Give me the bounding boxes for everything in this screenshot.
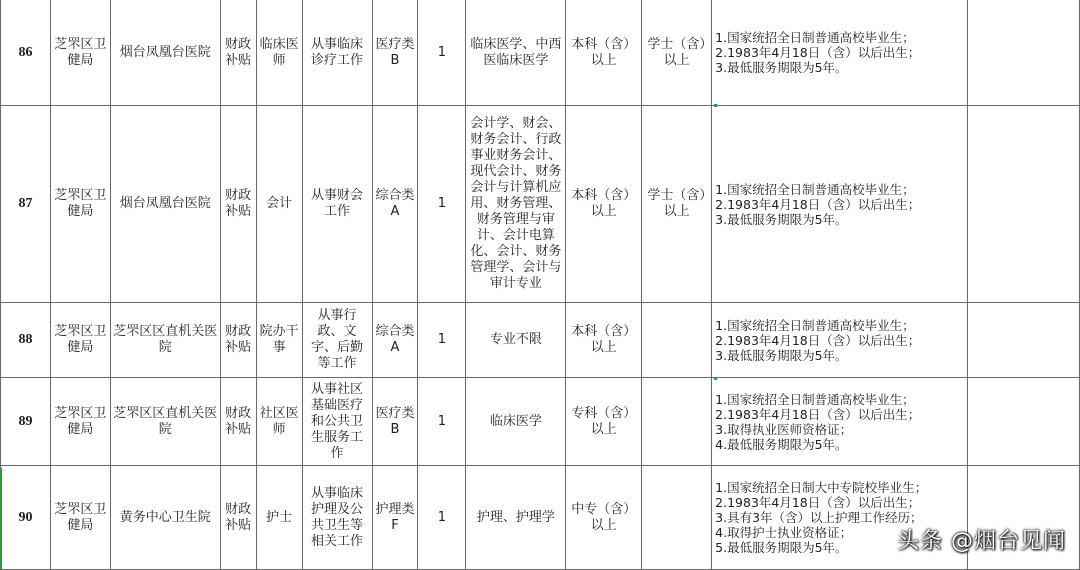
- department-cell: 芝罘区卫健局: [50, 0, 110, 106]
- major-cell: 会计学、财会、财务会计、行政事业财务会计、现代会计、财务会计与计算机应用、财务管理、财务管理与审计、会计电算化、会计、财务管理学、会计与审计专业: [466, 106, 566, 303]
- requirement-line: 3.最低服务期限为5年。: [715, 60, 848, 75]
- requirement-line: 2.1983年4月18日（含）以后出生；: [715, 196, 921, 212]
- requirement-line: 3.最低服务期限为5年。: [715, 211, 848, 227]
- requirement-line: 2.1983年4月18日（含）以后出生；: [715, 332, 921, 348]
- remarks-cell: [968, 0, 1080, 106]
- row-number-cell: 86: [1, 0, 51, 106]
- degree-cell: 学士（含）以上: [642, 0, 712, 106]
- requirement-line: 1.国家统招全日制大中专院校毕业生；: [715, 480, 928, 495]
- requirement-line: 3.最低服务期限为5年。: [715, 347, 848, 363]
- position-cell: 护士: [256, 466, 302, 570]
- duty-cell: 从事临床诊疗工作: [302, 0, 372, 106]
- unit-cell: 黄务中心卫生院: [110, 466, 220, 570]
- table-row: [1, 378, 1080, 466]
- row-number-cell: 87: [1, 106, 51, 303]
- major-cell: 临床医学、中西医临床医学: [466, 0, 566, 106]
- position-cell: 会计: [256, 106, 302, 303]
- table-row: [1, 106, 1080, 303]
- requirement-line: 1.国家统招全日制普通高校毕业生；: [715, 391, 915, 407]
- left-edge-marker: [0, 468, 2, 569]
- funding-cell: 财政补贴: [220, 378, 256, 466]
- requirement-line: 4.最低服务期限为5年。: [715, 436, 848, 452]
- position-cell: 临床医师: [256, 0, 302, 106]
- count-cell: 1: [418, 0, 466, 106]
- requirements-cell: [712, 0, 968, 106]
- education-cell: 专科（含）以上: [566, 378, 642, 466]
- degree-cell: 学士（含）以上: [642, 106, 712, 303]
- remarks-cell: [968, 106, 1080, 303]
- department-cell: 芝罘区卫健局: [50, 106, 110, 303]
- requirement-line: 2.1983年4月18日（含）以后出生；: [715, 406, 921, 422]
- table-row: [1, 0, 1080, 106]
- department-cell: 芝罘区卫健局: [50, 466, 110, 570]
- major-cell: 护理、护理学: [466, 466, 566, 570]
- count-cell: 1: [418, 106, 466, 303]
- education-cell: 本科（含）以上: [566, 0, 642, 106]
- count-cell: 1: [418, 378, 466, 466]
- major-cell: 专业不限: [466, 303, 566, 378]
- category-cell: 医疗类B: [372, 378, 418, 466]
- category-cell: 综合类A: [372, 303, 418, 378]
- requirement-line: 5.最低服务期限为5年。: [715, 540, 848, 555]
- degree-cell: [642, 466, 712, 570]
- position-cell: 社区医师: [256, 378, 302, 466]
- requirement-line: 1.国家统招全日制普通高校毕业生；: [715, 181, 915, 197]
- requirement-line: 3.取得执业医师资格证；: [715, 421, 853, 437]
- department-cell: 芝罘区卫健局: [50, 378, 110, 466]
- education-cell: 中专（含）以上: [566, 466, 642, 570]
- requirements-cell: [712, 303, 968, 378]
- table-row: [1, 303, 1080, 378]
- count-cell: 1: [418, 466, 466, 570]
- duty-cell: 从事行政、文字、后勤等工作: [302, 303, 372, 378]
- duty-cell: 从事临床护理及公共卫生等相关工作: [302, 466, 372, 570]
- education-cell: 本科（含）以上: [566, 303, 642, 378]
- remarks-cell: [968, 378, 1080, 466]
- cell-marker: [714, 377, 717, 380]
- requirement-line: 1.国家统招全日制普通高校毕业生；: [715, 30, 915, 45]
- category-cell: 医疗类B: [372, 0, 418, 106]
- major-cell: 临床医学: [466, 378, 566, 466]
- unit-cell: 烟台凤凰台医院: [110, 106, 220, 303]
- table-body: [1, 0, 1080, 570]
- requirement-line: 1.国家统招全日制普通高校毕业生；: [715, 317, 915, 333]
- unit-cell: 烟台凤凰台医院: [110, 0, 220, 106]
- duty-cell: 从事财会工作: [302, 106, 372, 303]
- department-cell: 芝罘区卫健局: [50, 303, 110, 378]
- requirement-line: 3.具有3年（含）以上护理工作经历；: [715, 510, 923, 525]
- watermark: 头条 @烟台见闻: [897, 529, 1066, 554]
- duty-cell: 从事社区基础医疗和公共卫生服务工作: [302, 378, 372, 466]
- row-number-cell: 90: [1, 466, 51, 570]
- category-cell: 综合类A: [372, 106, 418, 303]
- requirements-cell: [712, 106, 968, 303]
- degree-cell: [642, 378, 712, 466]
- cell-marker: [714, 104, 717, 107]
- row-number-cell: 89: [1, 378, 51, 466]
- requirements-cell: [712, 378, 968, 466]
- position-cell: 院办干事: [256, 303, 302, 378]
- unit-cell: 芝罘区区直机关医院: [110, 378, 220, 466]
- funding-cell: 财政补贴: [220, 0, 256, 106]
- requirement-line: 2.1983年4月18日（含）以后出生；: [715, 45, 921, 60]
- funding-cell: 财政补贴: [220, 303, 256, 378]
- funding-cell: 财政补贴: [220, 466, 256, 570]
- funding-cell: 财政补贴: [220, 106, 256, 303]
- row-number-cell: 88: [1, 303, 51, 378]
- unit-cell: 芝罘区区直机关医院: [110, 303, 220, 378]
- category-cell: 护理类F: [372, 466, 418, 570]
- degree-cell: [642, 303, 712, 378]
- count-cell: 1: [418, 303, 466, 378]
- education-cell: 本科（含）以上: [566, 106, 642, 303]
- requirement-line: 2.1983年4月18日（含）以后出生；: [715, 495, 921, 510]
- requirement-line: 4.取得护士执业资格证；: [715, 525, 853, 540]
- remarks-cell: [968, 303, 1080, 378]
